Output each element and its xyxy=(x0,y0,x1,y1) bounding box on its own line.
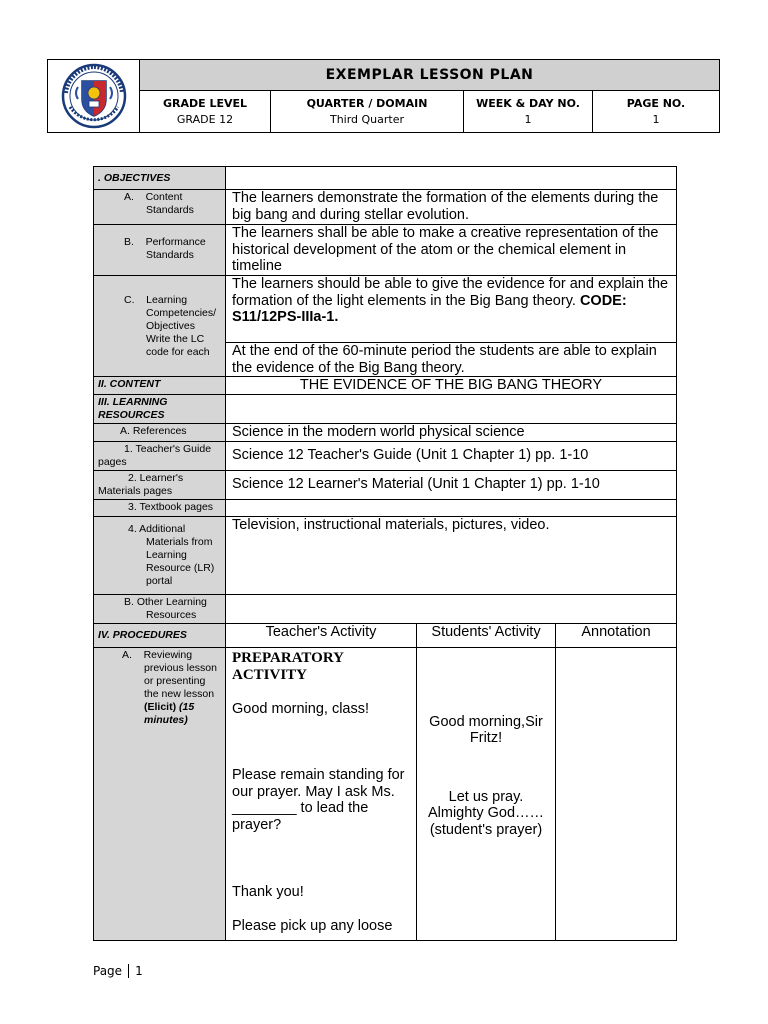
step-a-label: A. Reviewing previous lesson or presenting the new lesson (Elicit) (15 minutes) xyxy=(94,647,226,940)
competencies-label: C. Learning Competencies/ Objectives Write the LC code for each xyxy=(94,276,226,377)
competencies-row xyxy=(94,276,677,343)
other-resources-label: B. Other Learning Resources xyxy=(94,594,226,623)
procedure-step-a-row xyxy=(94,647,677,940)
learning-resources-row xyxy=(94,395,677,424)
teachers-guide-label: 1. Teacher's Guide pages xyxy=(94,441,226,470)
textbook-text xyxy=(226,499,677,516)
teacher-line-3: Thank you! xyxy=(232,884,304,900)
content-heading: II. CONTENT xyxy=(94,377,226,395)
week-day-cell xyxy=(464,91,593,132)
annotation-cell xyxy=(556,647,677,940)
objectives-blank xyxy=(226,167,677,190)
student-line-2: Let us pray. xyxy=(448,788,524,805)
deped-seal-icon xyxy=(56,63,132,129)
lc-code: CODE: S11/12PS-IIIa-1. xyxy=(232,292,627,325)
elicit-tag: (Elicit) xyxy=(144,700,177,713)
page-no-value: 1 xyxy=(652,113,660,126)
teachers-guide-text: Science 12 Teacher's Guide (Unit 1 Chapter 1) pp. 1-10 xyxy=(226,441,677,470)
content-standards-row xyxy=(94,190,677,225)
grade-level-label: GRADE LEVEL xyxy=(162,97,248,110)
learners-materials-text: Science 12 Learner's Material (Unit 1 Chapter 1) pp. 1-10 xyxy=(226,470,677,499)
week-day-value: 1 xyxy=(524,113,532,126)
document-title: EXEMPLAR LESSON PLAN xyxy=(140,60,719,91)
additional-materials-label: 4. Additional Materials from Learning Resource (LR) portal xyxy=(94,516,226,594)
logo-cell xyxy=(48,60,140,132)
textbook-row xyxy=(94,499,677,516)
students-activity-header: Students' Activity xyxy=(417,623,556,647)
preparatory-activity-title: PREPARATORY ACTIVITY xyxy=(232,649,344,683)
teachers-activity-header: Teacher's Activity xyxy=(226,623,417,647)
references-row xyxy=(94,424,677,442)
lesson-plan-header xyxy=(47,59,720,133)
page-no-label: PAGE NO. xyxy=(626,97,686,110)
step-a-time: (15 minutes) xyxy=(144,700,195,726)
quarter-domain-value: Third Quarter xyxy=(329,113,405,126)
page-no-cell xyxy=(593,91,719,132)
content-standards-text: The learners demonstrate the formation of the elements during the big bang and during stellar evolution. xyxy=(226,190,677,225)
grade-level-value: GRADE 12 xyxy=(176,113,234,126)
teacher-line-4: Please pick up any loose xyxy=(232,917,393,934)
content-text: THE EVIDENCE OF THE BIG BANG THEORY xyxy=(226,377,677,395)
teacher-line-2: Please remain standing for our prayer. May I ask Ms. ________ to lead the prayer? xyxy=(232,767,405,833)
student-line-3: Almighty God…… xyxy=(427,805,545,821)
teacher-activity-cell xyxy=(226,647,417,940)
performance-standards-text: The learners shall be able to make a creative representation of the historical development of the atom or the chemical element in timeline xyxy=(226,225,677,276)
objectives-heading: . OBJECTIVES xyxy=(94,167,226,190)
teacher-line-1: Good morning, class! xyxy=(232,700,370,717)
teachers-guide-row xyxy=(94,441,677,470)
page-footer xyxy=(93,964,143,978)
learning-resources-heading: III. LEARNING RESOURCES xyxy=(94,395,226,424)
student-line-4: (student's prayer) xyxy=(429,821,543,838)
other-resources-row xyxy=(94,594,677,623)
annotation-header: Annotation xyxy=(556,623,677,647)
student-line-1: Good morning,Sir Fritz! xyxy=(429,713,543,746)
grade-level-cell xyxy=(140,91,271,132)
week-day-label: WEEK & DAY NO. xyxy=(476,97,580,110)
content-row xyxy=(94,377,677,395)
content-standards-label: A. Content Standards xyxy=(94,190,226,225)
references-text: Science in the modern world physical science xyxy=(226,424,677,442)
references-label: A. References xyxy=(94,424,226,442)
lesson-plan-table xyxy=(93,166,677,941)
learning-resources-blank xyxy=(226,395,677,424)
footer-page-number: 1 xyxy=(135,964,143,978)
procedures-heading: IV. PROCEDURES xyxy=(94,623,226,647)
quarter-domain-label: QUARTER / DOMAIN xyxy=(306,97,428,110)
footer-page-label: Page xyxy=(93,964,123,978)
header-meta-row xyxy=(140,91,719,132)
performance-standards-row xyxy=(94,225,677,276)
quarter-domain-cell xyxy=(271,91,464,132)
other-resources-text xyxy=(226,594,677,623)
learners-materials-row xyxy=(94,470,677,499)
additional-materials-text: Television, instructional materials, pictures, video. xyxy=(226,516,677,594)
textbook-label: 3. Textbook pages xyxy=(94,499,226,516)
objective-statement-text: At the end of the 60-minute period the students are able to explain the evidence of the Big Bang theory. xyxy=(226,343,677,377)
learners-materials-label: 2. Learner's Materials pages xyxy=(94,470,226,499)
competencies-text: The learners should be able to give the evidence for and explain the formation of the light elements in the Big Bang theory. CODE: S11/12PS-IIIa-1. xyxy=(226,276,677,343)
students-activity-cell xyxy=(417,647,556,940)
objectives-row xyxy=(94,167,677,190)
performance-standards-label: B. Performance Standards xyxy=(94,225,226,276)
procedures-header-row xyxy=(94,623,677,647)
additional-materials-row xyxy=(94,516,677,594)
